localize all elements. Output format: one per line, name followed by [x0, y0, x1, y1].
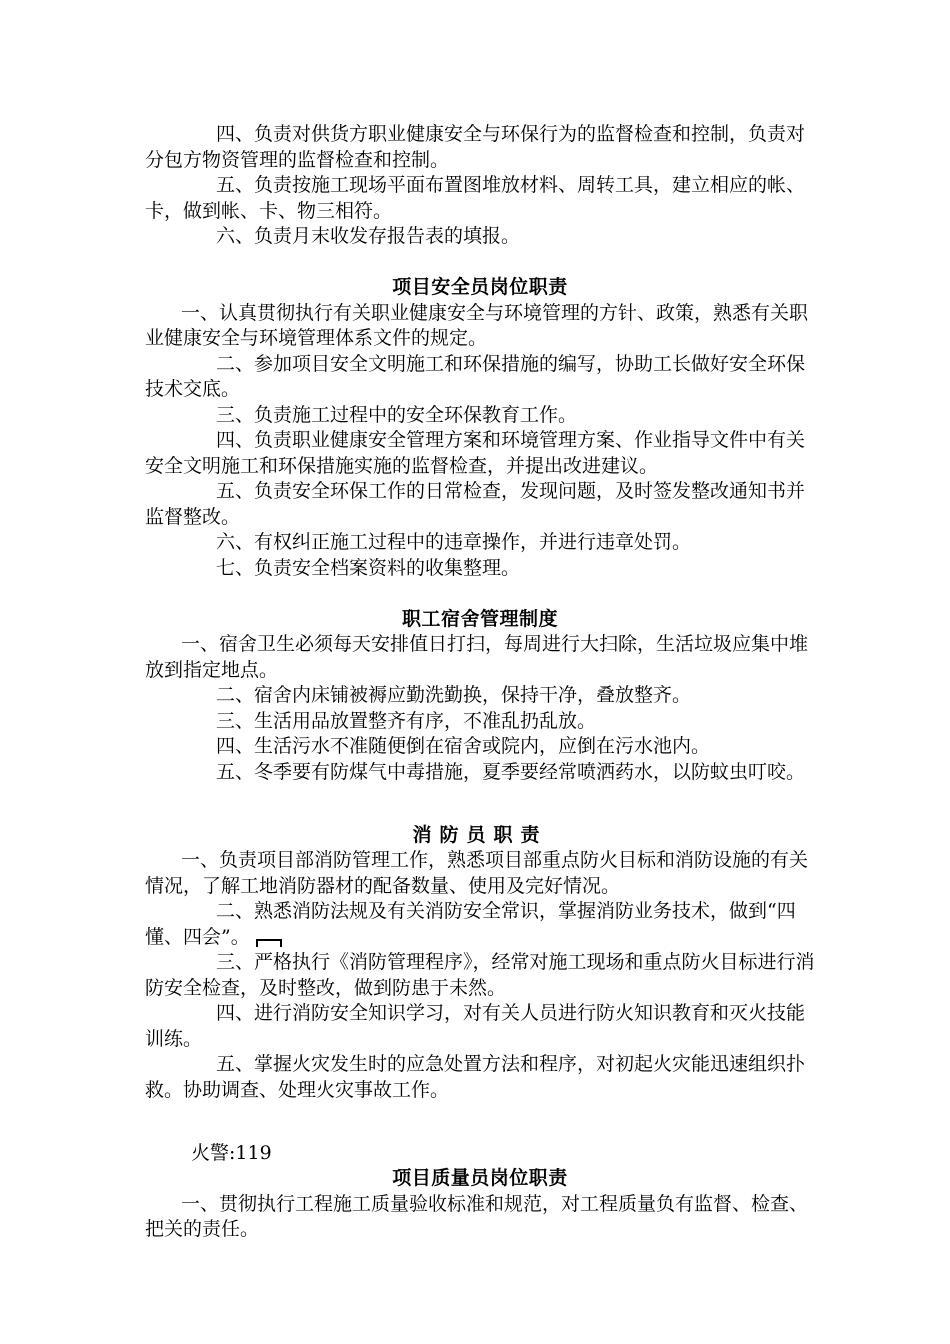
material-duty-6: 六、负责月末收发存报告表的填报。 — [216, 225, 521, 247]
safety-duty-2: 二、参加项目安全文明施工和环保措施的编写，协助工长做好安全环保技术交底。 — [145, 352, 806, 400]
fire-duty-4: 四、进行消防安全知识学习，对有关人员进行防火知识教育和灭火技能训练。 — [145, 1002, 806, 1050]
dorm-rule-4: 四、生活污水不准随便倒在宿舍或院内，应倒在污水池内。 — [216, 735, 711, 757]
quality-officer-title: 项目质量员岗位职责 — [392, 1167, 568, 1189]
edit-mark-icon — [256, 939, 282, 947]
dorm-rule-3: 三、生活用品放置整齐有序，不准乱扔乱放。 — [216, 709, 597, 732]
fire-alarm-number: 火警:119 — [191, 1141, 272, 1164]
spacer — [145, 785, 815, 811]
material-duty-5: 五、负责按施工现场平面布置图堆放材料、周转工具，建立相应的帐、卡，做到帐、卡、物三相符。 — [145, 174, 806, 222]
spacer — [145, 811, 815, 823]
fire-officer-title: 消防员职责 — [412, 823, 548, 846]
dorm-rule-2: 二、宿舍内床铺被褥应勤洗勤换，保持干净，叠放整齐。 — [216, 684, 692, 706]
safety-duty-1: 一、认真贯彻执行有关职业健康安全与环境管理的方针、政策，熟悉有关职业健康安全与环境管理体系文件的规定。 — [145, 301, 809, 349]
safety-officer-title: 项目安全员岗位职责 — [392, 276, 568, 298]
fire-duty-2-text: 二、熟悉消防法规及有关消防安全常识，掌握消防业务技术，做到“四懂、四会”。 — [145, 900, 796, 948]
safety-duty-3: 三、负责施工过程中的安全环保教育工作。 — [216, 403, 578, 426]
spacer — [145, 1103, 815, 1129]
fire-duty-5: 五、掌握火灾发生时的应急处置方法和程序，对初起火灾能迅速组织扑救。协助调查、处理火灾事故工作。 — [145, 1053, 806, 1101]
material-duty-4: 四、负责对供货方职业健康安全与环保行为的监督检查和控制，负责对分包方物资管理的监督检查和控制。 — [145, 123, 806, 171]
dorm-rule-5: 五、冬季要有防煤气中毒措施，夏季要经常喷洒药水，以防蚊虫叮咬。 — [216, 760, 806, 783]
spacer — [145, 1129, 815, 1141]
dorm-rule-1: 一、宿舍卫生必须每天安排值日打扫，每周进行大扫除，生活垃圾应集中堆放到指定地点。 — [145, 633, 809, 681]
spacer — [145, 581, 815, 607]
fire-duty-2 — [145, 899, 815, 950]
safety-duty-5: 五、负责安全环保工作的日常检查，发现问题，及时签发整改通知书并监督整改。 — [145, 480, 806, 528]
fire-duty-1: 一、负责项目部消防管理工作，熟悉项目部重点防火目标和消防设施的有关情况，了解工地消防器材的配备数量、使用及完好情况。 — [145, 849, 809, 897]
dorm-rules-title: 职工宿舍管理制度 — [401, 607, 558, 630]
fire-duty-3: 三、严格执行《消防管理程序》，经常对施工现场和重点防火目标进行消防安全检查，及时整改，做到防患于未然。 — [145, 951, 815, 999]
spacer — [145, 250, 815, 276]
quality-duty-1: 一、贯彻执行工程施工质量验收标准和规范，对工程质量负有监督、检查、把关的责任。 — [145, 1192, 809, 1240]
document-body — [145, 122, 815, 1243]
safety-duty-4: 四、负责职业健康安全管理方案和环境管理方案、作业指导文件中有关安全文明施工和环保措施实施的监督检查，并提出改进建议。 — [145, 429, 806, 477]
safety-duty-6: 六、有权纠正施工过程中的违章操作，并进行违章处罚。 — [216, 531, 692, 553]
safety-duty-7: 七、负责安全档案资料的收集整理。 — [216, 556, 521, 579]
